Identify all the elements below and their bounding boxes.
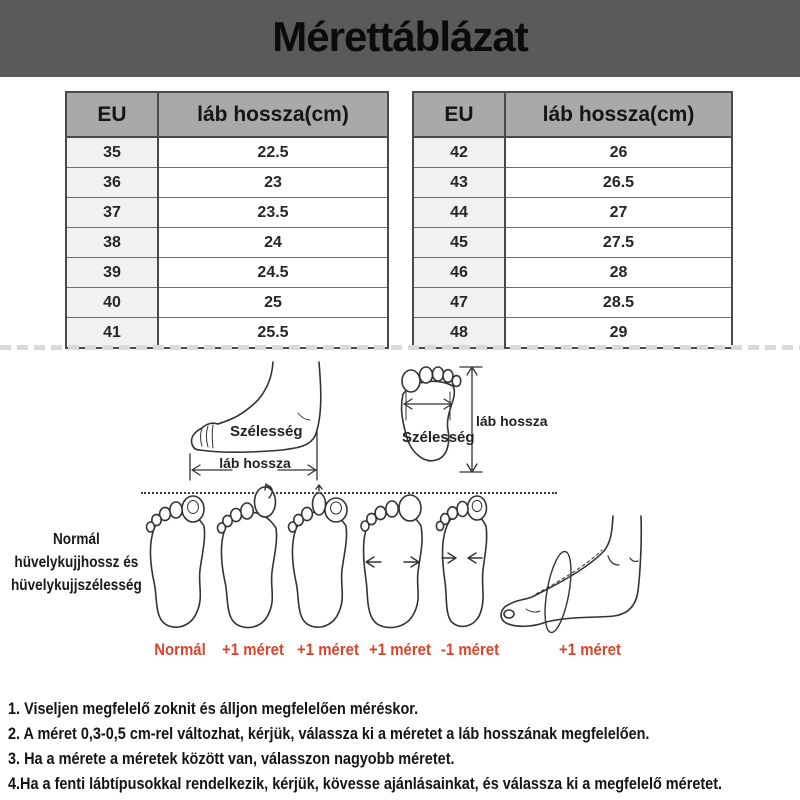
eu-size-cell: 48 (413, 318, 505, 349)
foot-length-cell: 26.5 (505, 168, 732, 198)
size-table-left (65, 91, 389, 349)
foot-type-label: +1 méret (222, 640, 284, 659)
instruction-line: 1. Viseljen megfelelő zoknit és álljon megfelelően méréskor. (8, 699, 419, 718)
foot-type-label: +1 méret (559, 640, 621, 659)
eu-size-cell: 43 (413, 168, 505, 198)
foot-type-note: Normál hüvelykujjhossz és hüvelykujjszélesség (10, 531, 142, 595)
eu-size-cell: 47 (413, 288, 505, 318)
section-divider (0, 345, 800, 350)
instruction-line: 3. Ha a mérete a méretek között van, válasszon nagyobb méretet. (8, 749, 455, 768)
side-view-width-label: Szélesség (230, 423, 303, 440)
column-header: láb hossza(cm) (505, 92, 732, 137)
foot-diagram-narrow-foot (436, 482, 491, 634)
foot-length-cell: 29 (505, 318, 732, 349)
top-view-width-label: Szélesség (402, 429, 475, 446)
foot-length-cell: 28 (505, 258, 732, 288)
instruction-line: 2. A méret 0,3-0,5 cm-rel változhat, kérjük, válassza ki a méretet a láb hosszának megfelelően. (8, 724, 650, 743)
foot-type-label: +1 méret (297, 640, 359, 659)
title-banner (0, 0, 800, 77)
table-row (66, 318, 388, 349)
column-header: EU (413, 92, 505, 137)
foot-length-cell: 24 (158, 228, 388, 258)
foot-diagram-wide-foot (360, 482, 425, 634)
eu-size-cell: 38 (66, 228, 158, 258)
eu-size-cell: 46 (413, 258, 505, 288)
foot-length-cell: 23.5 (158, 198, 388, 228)
size-table-right (412, 91, 733, 349)
table-row (413, 288, 732, 318)
instruction-line: 4.Ha a fenti lábtípusokkal rendelkezik, kérjük, kövesse ajánlásainkat, és válassza ki a megfelelő méretet. (8, 774, 723, 793)
foot-length-cell: 24.5 (158, 258, 388, 288)
foot-type-label: -1 méret (440, 640, 500, 659)
eu-size-cell: 41 (66, 318, 158, 349)
foot-length-cell: 23 (158, 168, 388, 198)
column-header: láb hossza(cm) (158, 92, 388, 137)
foot-type-label: Normál (154, 640, 206, 659)
table-row (413, 198, 732, 228)
foot-type-label: +1 méret (369, 640, 431, 659)
table-row (413, 258, 732, 288)
column-header: EU (66, 92, 158, 137)
table-row (66, 228, 388, 258)
table-row (66, 137, 388, 168)
eu-size-cell: 42 (413, 137, 505, 168)
page-title: Mérettáblázat (272, 13, 528, 60)
side-view-length-label: láb hossza (219, 455, 291, 471)
foot-length-cell: 25.5 (158, 318, 388, 349)
foot-length-cell: 28.5 (505, 288, 732, 318)
table-row (66, 258, 388, 288)
table-row (66, 168, 388, 198)
foot-diagram-long-second-toe (288, 482, 352, 634)
foot-length-cell: 26 (505, 137, 732, 168)
foot-length-cell: 27.5 (505, 228, 732, 258)
top-view-length-label: láb hossza (476, 413, 548, 429)
foot-diagram-long-big-toe (216, 482, 282, 634)
eu-size-cell: 44 (413, 198, 505, 228)
foot-diagram-normal (146, 482, 210, 634)
table-row (66, 198, 388, 228)
eu-size-cell: 35 (66, 137, 158, 168)
eu-size-cell: 39 (66, 258, 158, 288)
instructions (8, 696, 800, 796)
table-row (66, 288, 388, 318)
foot-length-cell: 25 (158, 288, 388, 318)
eu-size-cell: 36 (66, 168, 158, 198)
eu-size-cell: 40 (66, 288, 158, 318)
foot-length-cell: 22.5 (158, 137, 388, 168)
eu-size-cell: 45 (413, 228, 505, 258)
table-row (413, 318, 732, 349)
table-row (413, 137, 732, 168)
foot-diagram-high-instep (492, 494, 657, 646)
foot-length-cell: 27 (505, 198, 732, 228)
table-row (413, 228, 732, 258)
table-header-row (413, 92, 732, 137)
eu-size-cell: 37 (66, 198, 158, 228)
table-header-row (66, 92, 388, 137)
table-row (413, 168, 732, 198)
